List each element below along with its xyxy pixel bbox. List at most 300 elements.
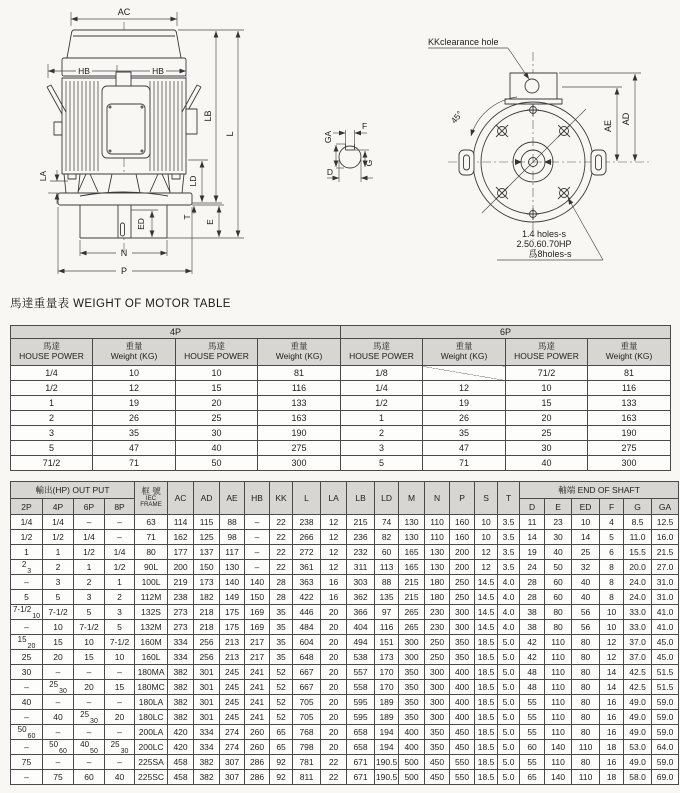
dim-label-ae: AE (603, 119, 613, 133)
dim-cell: 3.5 (498, 515, 520, 530)
weight-cell: 20 (506, 411, 588, 426)
group-header-6p: 6P (341, 326, 671, 339)
dim-cell: 217 (245, 650, 270, 665)
dim-label-ad: AD (621, 112, 631, 126)
dim-table-row (11, 545, 679, 560)
shaft-header: 軸端 END OF SHAFT (520, 482, 679, 499)
dim-cell: 18.5 (475, 770, 498, 785)
weight-cell: 30 (176, 426, 258, 441)
weight-cell: 15 (176, 381, 258, 396)
dim-cell: 10 (600, 605, 624, 620)
dim-cell: 215 (399, 575, 425, 590)
dim-cell: 2 (43, 560, 74, 575)
dim-cell: 218 (194, 605, 220, 620)
dim-cell: 114 (168, 515, 194, 530)
dim-cell: $40_{50}$ (74, 740, 105, 755)
weight-table-title: 馬達重量表 WEIGHT OF MOTOR TABLE (10, 298, 231, 310)
dim-cell: 213 (220, 635, 245, 650)
dim-cell: 80 (572, 665, 600, 680)
dim-cell: 16 (600, 695, 624, 710)
weight-cell: 26 (423, 411, 506, 426)
dim-table-row (11, 590, 679, 605)
dim-cell: 49.0 (624, 710, 652, 725)
dim-cell: 400 (450, 665, 475, 680)
dim-label-g: G (364, 159, 374, 167)
dim-cell: 190.5 (375, 770, 399, 785)
dim-cell: – (74, 695, 105, 710)
dim-cell: 12 (600, 635, 624, 650)
dim-cell: 811 (293, 770, 321, 785)
col-header-la: LA (321, 482, 347, 515)
group-header-4p: 4P (11, 326, 341, 339)
dim-cell: 307 (220, 755, 245, 770)
dim-label-d: D (326, 167, 334, 177)
dim-cell: 20 (321, 620, 347, 635)
dim-cell: 4.0 (498, 605, 520, 620)
dim-cell: 382 (194, 755, 220, 770)
dim-cell: 256 (194, 635, 220, 650)
col-header-p: P (450, 482, 475, 515)
dim-cell: 215 (399, 590, 425, 605)
dim-cell: 286 (245, 755, 270, 770)
dim-cell: 15 (105, 680, 135, 695)
dim-cell: 420 (168, 740, 194, 755)
dim-cell: 232 (347, 545, 375, 560)
holes-note-line1: 1.4 holes-s (521, 229, 567, 239)
dim-cell: 301 (194, 695, 220, 710)
dim-cell: 301 (194, 710, 220, 725)
dim-cell: 22 (270, 560, 293, 575)
dim-cell: 22 (270, 515, 293, 530)
dim-cell: 7-1/2 (43, 605, 74, 620)
weight-table-body (11, 366, 671, 471)
dim-cell: 48 (520, 680, 545, 695)
dim-cell: 150 (245, 590, 270, 605)
dim-cell: 450 (425, 770, 450, 785)
dim-cell: 20 (321, 740, 347, 755)
dim-cell: 130 (425, 545, 450, 560)
dim-cell: 65 (520, 770, 545, 785)
dim-cell: 28 (270, 575, 293, 590)
dim-cell: 180 (425, 575, 450, 590)
dim-label-lb: LB (203, 110, 213, 122)
dim-cell: 21.5 (652, 545, 679, 560)
weight-table-row (11, 456, 671, 471)
dim-cell: 260 (245, 740, 270, 755)
weight-table-row (11, 441, 671, 456)
dim-cell: 11 (520, 515, 545, 530)
dim-cell: 705 (293, 710, 321, 725)
dim-cell: 65 (270, 740, 293, 755)
dim-cell: 75 (43, 770, 74, 785)
weight-cell: 20 (176, 396, 258, 411)
weight-cell (423, 366, 506, 381)
weight-cell: 1/4 (341, 381, 423, 396)
dim-cell: 20 (321, 635, 347, 650)
dim-cell: 45.0 (652, 635, 679, 650)
dim-cell: 173 (194, 575, 220, 590)
col-header-weight: 重量 Weight (KG) (93, 339, 176, 366)
dim-cell: 20.0 (624, 560, 652, 575)
dim-cell: 31.0 (652, 590, 679, 605)
dim-cell: 15 (74, 650, 105, 665)
dim-cell: 363 (293, 575, 321, 590)
weight-cell: 116 (258, 381, 341, 396)
dim-cell: 160 (450, 530, 475, 545)
dim-cell: 245 (220, 695, 245, 710)
col-header-shaft-ga: GA (652, 499, 679, 515)
dim-cell: 110 (572, 770, 600, 785)
dim-cell: 366 (347, 605, 375, 620)
dim-cell: 595 (347, 695, 375, 710)
dim-cell: 40 (11, 695, 43, 710)
dim-cell: 5 (600, 530, 624, 545)
dim-cell: 140 (545, 740, 572, 755)
dim-cell: 256 (194, 650, 220, 665)
col-header-shaft-d: D (520, 499, 545, 515)
dim-cell: 5.0 (498, 650, 520, 665)
dim-cell: 3 (74, 590, 105, 605)
dim-cell: 22 (321, 770, 347, 785)
dim-cell: 5 (74, 605, 105, 620)
dim-label-ld: LD (188, 175, 198, 187)
output-header: 輸出(HP) OUT PUT (11, 482, 135, 499)
dim-cell: – (245, 515, 270, 530)
dim-cell: 15.5 (624, 545, 652, 560)
dim-cell: 20 (321, 725, 347, 740)
dim-cell: – (11, 770, 43, 785)
dim-cell: 6 (600, 545, 624, 560)
dim-cell: 334 (168, 635, 194, 650)
dim-cell: 5 (43, 590, 74, 605)
dim-cell: 31.0 (652, 575, 679, 590)
dim-cell: 1/4 (74, 530, 105, 545)
dim-cell: 350 (450, 650, 475, 665)
dim-cell: 230 (425, 620, 450, 635)
dim-cell: 42.5 (624, 665, 652, 680)
dim-cell: 8 (600, 575, 624, 590)
col-header-hp: 馬達 HOUSE POWER (11, 339, 93, 366)
dim-cell: 557 (347, 665, 375, 680)
dim-label-l: L (225, 131, 235, 137)
dim-cell: 55 (520, 695, 545, 710)
weight-cell: 133 (588, 396, 671, 411)
dim-cell: 22 (321, 755, 347, 770)
weight-cell: 1/2 (11, 381, 93, 396)
dim-cell: – (105, 515, 135, 530)
dim-cell: 300 (425, 680, 450, 695)
dim-cell: 110 (545, 710, 572, 725)
dim-cell: 90L (135, 560, 168, 575)
dim-cell: 60 (375, 545, 399, 560)
dim-cell: 25 (572, 545, 600, 560)
weight-cell: 81 (258, 366, 341, 381)
col-header-kk: KK (270, 482, 293, 515)
weight-cell: 50 (176, 456, 258, 471)
dim-cell: 265 (399, 605, 425, 620)
col-header-4p: 4P (43, 499, 74, 515)
weight-cell: 12 (423, 381, 506, 396)
dim-cell: 230 (425, 605, 450, 620)
col-header-hp: 馬達 HOUSE POWER (506, 339, 588, 366)
dim-cell: 658 (347, 740, 375, 755)
weight-cell: 300 (588, 456, 671, 471)
weight-cell: 163 (588, 411, 671, 426)
weight-table-row (11, 381, 671, 396)
weight-cell: 1/4 (11, 366, 93, 381)
dim-label-hb-left: HB (78, 66, 90, 76)
dim-cell: 82 (375, 530, 399, 545)
dim-cell: 18.5 (475, 725, 498, 740)
dim-cell: 52 (270, 680, 293, 695)
dim-label-e: E (205, 219, 215, 225)
dim-cell: $15_{20}$ (11, 635, 43, 650)
dim-cell: 8 (600, 560, 624, 575)
dim-label-la: LA (38, 170, 48, 182)
dim-cell: 12 (475, 560, 498, 575)
dim-cell: 1 (105, 575, 135, 590)
dim-cell: 300 (425, 665, 450, 680)
dim-cell: 110 (572, 740, 600, 755)
dim-cell: 22 (270, 530, 293, 545)
dim-cell: 20 (321, 650, 347, 665)
dim-cell: 5.0 (498, 635, 520, 650)
col-header-ld: LD (375, 482, 399, 515)
dim-cell: 400 (399, 740, 425, 755)
dim-cell: 14 (600, 680, 624, 695)
dim-cell: 33.0 (624, 605, 652, 620)
dim-cell: 140 (545, 770, 572, 785)
dim-cell: 10 (600, 620, 624, 635)
col-header-weight: 重量 Weight (KG) (588, 339, 671, 366)
dim-cell: 80 (545, 620, 572, 635)
dim-cell: 151 (375, 635, 399, 650)
dim-cell: 500 (399, 755, 425, 770)
dim-cell: 300 (450, 605, 475, 620)
weight-cell: 40 (176, 441, 258, 456)
dim-cell: 38 (520, 620, 545, 635)
dim-cell: – (43, 755, 74, 770)
dim-cell: 112M (135, 590, 168, 605)
dim-cell: 500 (399, 770, 425, 785)
dim-cell: 55 (520, 710, 545, 725)
dim-cell: 5.0 (498, 755, 520, 770)
dim-cell: 49.0 (624, 755, 652, 770)
dim-cell: 450 (450, 725, 475, 740)
dim-cell: 56 (572, 605, 600, 620)
dim-cell: 8 (600, 590, 624, 605)
weight-cell: 5 (11, 441, 93, 456)
dim-cell: 110 (545, 680, 572, 695)
dim-cell: 113 (375, 560, 399, 575)
dim-cell: 80 (572, 680, 600, 695)
dim-cell: 175 (220, 620, 245, 635)
dim-cell: 30 (545, 530, 572, 545)
dim-label-ga: GA (323, 130, 333, 144)
dim-cell: 422 (293, 590, 321, 605)
dim-table-row (11, 650, 679, 665)
dim-cell: 28 (520, 590, 545, 605)
dim-cell: 361 (293, 560, 321, 575)
dim-label-n: N (120, 248, 128, 258)
weight-cell: 71/2 (11, 456, 93, 471)
dim-cell: 5 (105, 620, 135, 635)
dim-cell: 16 (600, 755, 624, 770)
dim-cell: 4.0 (498, 590, 520, 605)
front-view-drawing (428, 37, 650, 260)
dim-cell: 238 (293, 515, 321, 530)
dim-cell: 32 (572, 560, 600, 575)
dim-cell: 20 (105, 710, 135, 725)
frame-header: 框 號 IEC FRAME (135, 482, 168, 515)
dim-cell: 169 (245, 620, 270, 635)
dim-cell: 200LC (135, 740, 168, 755)
dim-cell: 1 (11, 545, 43, 560)
dim-cell: 200 (450, 545, 475, 560)
dim-cell: 446 (293, 605, 321, 620)
dim-cell: 241 (245, 665, 270, 680)
dim-cell: 3.5 (498, 560, 520, 575)
dim-cell: 169 (245, 605, 270, 620)
dim-cell: – (74, 725, 105, 740)
dim-cell: 300 (425, 710, 450, 725)
weight-cell: 71 (93, 456, 176, 471)
weight-cell: 40 (506, 456, 588, 471)
dim-cell: – (245, 530, 270, 545)
dim-cell: 19 (520, 545, 545, 560)
dim-cell: 5.0 (498, 695, 520, 710)
dim-cell: 14.5 (475, 575, 498, 590)
col-header-hb: HB (245, 482, 270, 515)
dim-cell: 20 (74, 680, 105, 695)
dim-cell: 5.0 (498, 770, 520, 785)
col-header-shaft-f: F (600, 499, 624, 515)
dim-cell: 110 (545, 665, 572, 680)
dim-cell: 218 (194, 620, 220, 635)
weight-cell: 71 (423, 456, 506, 471)
dim-cell: 130 (399, 515, 425, 530)
dim-cell: – (105, 665, 135, 680)
weight-cell: 19 (93, 396, 176, 411)
dim-cell: 274 (220, 740, 245, 755)
dim-cell: 15 (43, 635, 74, 650)
dim-cell: 250 (425, 635, 450, 650)
dim-cell: 334 (168, 650, 194, 665)
dim-label-p: P (120, 266, 128, 276)
dim-cell: 4.0 (498, 620, 520, 635)
holes-note-line2: 2.50.60.70HP (516, 239, 572, 249)
dim-table-row (11, 620, 679, 635)
dim-cell: 35 (270, 650, 293, 665)
dim-cell: 1/4 (11, 515, 43, 530)
dim-cell: 116 (375, 620, 399, 635)
dim-cell: 132S (135, 605, 168, 620)
dim-cell: 12.5 (652, 515, 679, 530)
dim-cell: 140 (245, 575, 270, 590)
weight-cell: 275 (588, 441, 671, 456)
dim-cell: 180LC (135, 710, 168, 725)
dim-cell: $25_{30}$ (43, 680, 74, 695)
dim-cell: 217 (245, 635, 270, 650)
dim-cell: 558 (347, 680, 375, 695)
dim-cell: 5.0 (498, 680, 520, 695)
dim-cell: 189 (375, 710, 399, 725)
dim-cell: 250 (450, 575, 475, 590)
dim-cell: – (245, 545, 270, 560)
dim-label-f: F (362, 121, 368, 131)
dim-cell: 7-1/2 (74, 620, 105, 635)
dim-cell: 48 (520, 665, 545, 680)
dim-cell: 265 (399, 620, 425, 635)
dim-cell: 18.5 (475, 665, 498, 680)
dim-cell: 798 (293, 740, 321, 755)
dim-cell: 60 (545, 575, 572, 590)
dim-cell: 75 (11, 755, 43, 770)
dim-cell: 16 (321, 590, 347, 605)
col-header-n: N (425, 482, 450, 515)
dim-cell: – (11, 710, 43, 725)
dim-cell: 272 (293, 545, 321, 560)
dim-cell: 20 (321, 605, 347, 620)
dim-cell: 219 (168, 575, 194, 590)
dim-cell: 64.0 (652, 740, 679, 755)
dim-cell: 18 (600, 770, 624, 785)
weight-cell: 1/2 (341, 396, 423, 411)
dim-cell: 45.0 (652, 650, 679, 665)
dim-cell: 350 (399, 665, 425, 680)
dim-cell: 160 (450, 515, 475, 530)
dim-cell: 194 (375, 740, 399, 755)
dim-cell: 149 (220, 590, 245, 605)
dim-cell: $25_{30}$ (105, 740, 135, 755)
col-header-shaft-e: E (545, 499, 572, 515)
dim-cell: 25 (11, 650, 43, 665)
col-header-8p: 8P (105, 499, 135, 515)
side-view-drawing (38, 7, 244, 276)
dim-cell: 165 (399, 560, 425, 575)
dim-cell: 3.5 (498, 545, 520, 560)
dim-cell: 213 (220, 650, 245, 665)
dim-cell: 400 (450, 680, 475, 695)
dim-table-row (11, 710, 679, 725)
dim-cell: 350 (425, 725, 450, 740)
dim-cell: 350 (425, 740, 450, 755)
dim-cell: 245 (220, 665, 245, 680)
weight-cell: 47 (423, 441, 506, 456)
motor-dimension-table (10, 481, 679, 785)
dim-table-row (11, 755, 679, 770)
dim-cell: 8.5 (624, 515, 652, 530)
weight-cell: 133 (258, 396, 341, 411)
col-header-lb: LB (347, 482, 375, 515)
weight-cell: 116 (588, 381, 671, 396)
shaft-section-drawing (323, 121, 374, 182)
dim-cell: 80 (572, 695, 600, 710)
dim-cell: 55 (520, 755, 545, 770)
weight-cell: 35 (93, 426, 176, 441)
col-header-2p: 2P (11, 499, 43, 515)
dim-cell: 458 (168, 770, 194, 785)
dim-cell: – (11, 575, 43, 590)
weight-cell: 190 (258, 426, 341, 441)
dim-cell: 16 (321, 575, 347, 590)
dim-cell: 18.5 (475, 755, 498, 770)
dim-cell: 30 (11, 665, 43, 680)
dim-cell: 225SC (135, 770, 168, 785)
dim-cell: 200 (450, 560, 475, 575)
dim-cell: – (74, 755, 105, 770)
weight-cell: 2 (341, 426, 423, 441)
